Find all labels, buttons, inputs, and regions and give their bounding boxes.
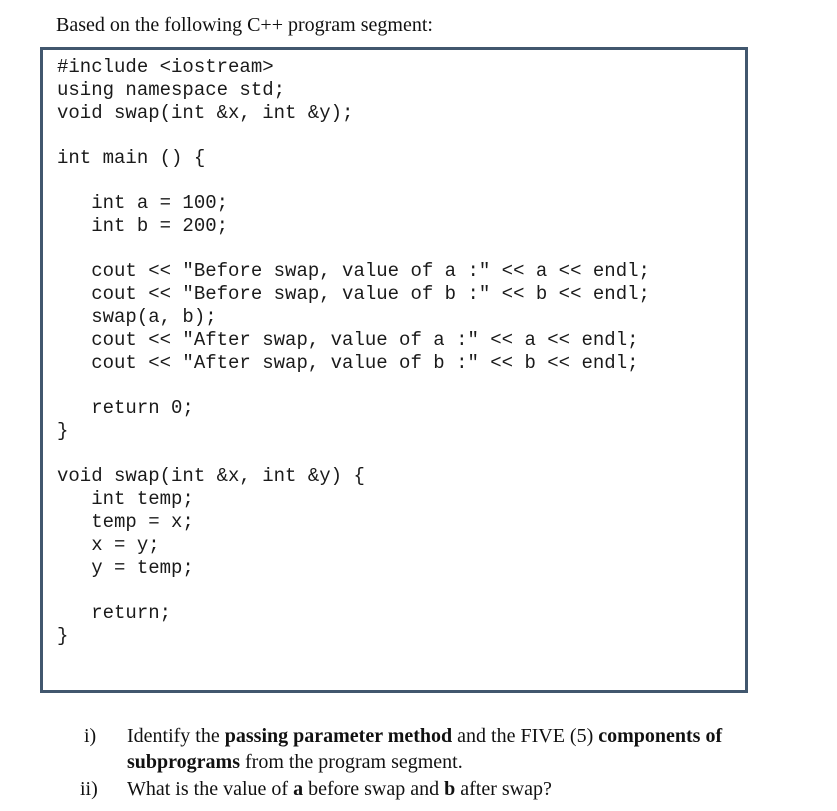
question-text-part: from the program segment. (240, 751, 463, 773)
question-bold-term: a (293, 778, 304, 800)
code-line: } (57, 420, 69, 442)
question-bold-term: components of (598, 725, 723, 747)
code-line: using namespace std; (57, 79, 286, 101)
code-line: #include <iostream> (57, 56, 274, 78)
question-bold-term: passing parameter method (224, 725, 453, 747)
code-line: int temp; (57, 488, 194, 510)
code-line: int a = 100; (57, 192, 229, 214)
code-line: return 0; (57, 397, 194, 419)
question-number: i) (84, 725, 97, 747)
code-line: cout << "Before swap, value of b :" << b << endl; (57, 283, 650, 305)
intro-text: Based on the following C++ program segment: (56, 14, 433, 36)
question-text-part: What is the value of (127, 778, 294, 800)
code-line: int main () { (57, 147, 206, 169)
question-text-part: before swap and (303, 778, 445, 800)
question-text (127, 749, 463, 775)
question-text (127, 723, 722, 749)
question-text-part: after swap? (455, 778, 552, 800)
code-line: } (57, 625, 69, 647)
question-number: ii) (80, 778, 98, 800)
question-bold-term: subprograms (127, 751, 240, 773)
code-line: cout << "Before swap, value of a :" << a << endl; (57, 260, 650, 282)
code-line: return; (57, 602, 172, 624)
code-line: void swap(int &x, int &y) { (57, 465, 365, 487)
question-text-part: and the FIVE (5) (452, 725, 599, 747)
question-bold-term: b (444, 778, 456, 800)
code-line: cout << "After swap, value of a :" << a << endl; (57, 329, 639, 351)
code-line: y = temp; (57, 557, 194, 579)
code-line: temp = x; (57, 511, 194, 533)
code-line: x = y; (57, 534, 160, 556)
question-text (127, 776, 552, 802)
code-block (40, 47, 748, 693)
code-line: int b = 200; (57, 215, 229, 237)
question-text-part: Identify the (127, 725, 225, 747)
code-line: swap(a, b); (57, 306, 217, 328)
code-line: void swap(int &x, int &y); (57, 102, 354, 124)
code-line: cout << "After swap, value of b :" << b << endl; (57, 352, 639, 374)
